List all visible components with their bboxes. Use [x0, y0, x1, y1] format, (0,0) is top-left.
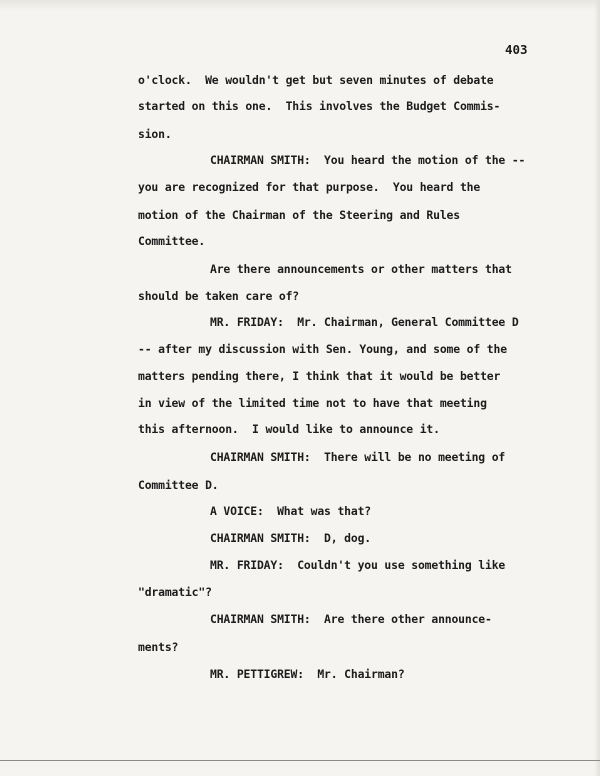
- speaker-line: CHAIRMAN SMITH: There will be no meeting of: [210, 450, 506, 464]
- text-line: matters pending there, I think that it would be better: [138, 369, 501, 383]
- text-line: started on this one. This involves the Budget Commis-: [138, 99, 501, 113]
- text-line: should be taken care of?: [138, 289, 299, 303]
- speaker-line: MR. FRIDAY: Couldn't you use something like: [210, 558, 506, 572]
- text-line: Committee.: [138, 234, 206, 248]
- text-line: motion of the Chairman of the Steering and Rules: [138, 208, 460, 222]
- text-line: Committee D.: [138, 478, 219, 492]
- page-number: 403: [505, 42, 528, 57]
- speaker-line: CHAIRMAN SMITH: Are there other announce-: [210, 612, 492, 626]
- text-line: sion.: [138, 127, 172, 141]
- text-line: in view of the limited time not to have that meeting: [138, 396, 487, 410]
- page-bottom-edge: [0, 760, 600, 761]
- speaker-line: A VOICE: What was that?: [210, 504, 371, 518]
- text-line: Are there announcements or other matters that: [210, 262, 512, 276]
- scan-shadow-top: [0, 0, 600, 10]
- text-line: -- after my discussion with Sen. Young, and some of the: [138, 342, 507, 356]
- speaker-line: MR. PETTIGREW: Mr. Chairman?: [210, 667, 405, 681]
- text-line: you are recognized for that purpose. You heard the: [138, 180, 481, 194]
- text-line: "dramatic"?: [138, 585, 212, 599]
- speaker-line: CHAIRMAN SMITH: D, dog.: [210, 531, 371, 545]
- text-line: this afternoon. I would like to announce it.: [138, 422, 440, 436]
- text-line: ments?: [138, 640, 179, 654]
- speaker-line: CHAIRMAN SMITH: You heard the motion of the --: [210, 153, 526, 167]
- text-line: o'clock. We wouldn't get but seven minutes of debate: [138, 73, 494, 87]
- scan-shadow-right: [594, 0, 600, 776]
- speaker-line: MR. FRIDAY: Mr. Chairman, General Committee D: [210, 315, 519, 329]
